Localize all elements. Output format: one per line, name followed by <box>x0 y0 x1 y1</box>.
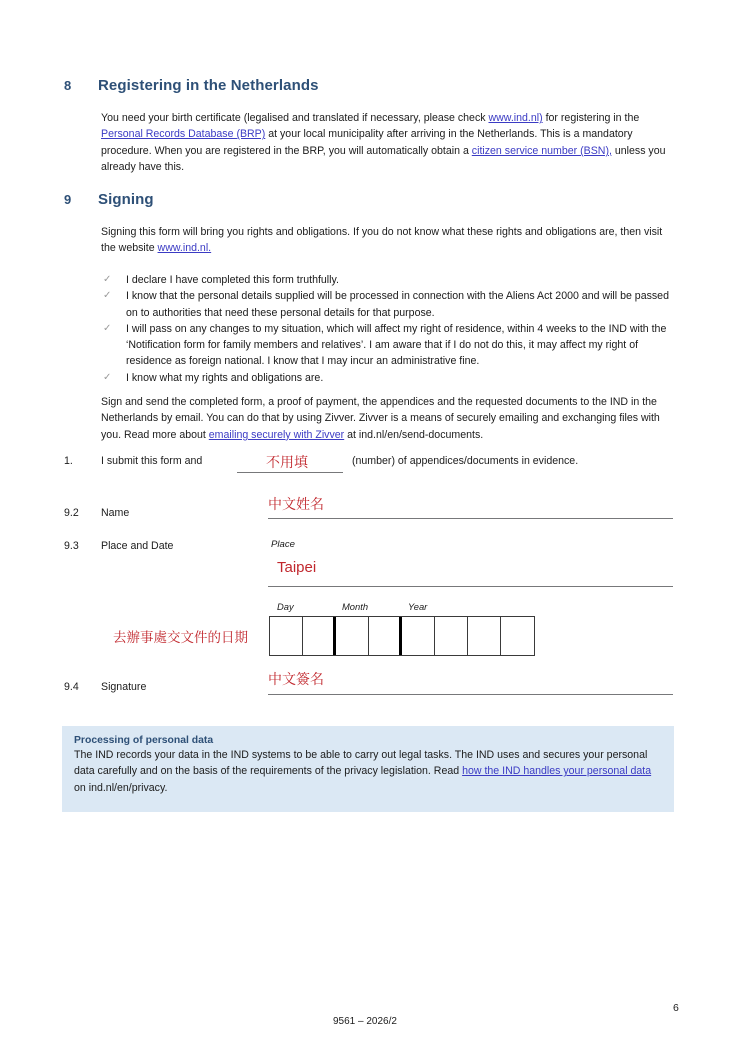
section-title-8: Registering in the Netherlands <box>98 77 319 94</box>
signature-field-annotation[interactable]: 中文簽名 <box>268 672 324 688</box>
date-header-day: Day <box>277 601 294 612</box>
check-icon: ✓ <box>103 274 112 285</box>
date-cell-year-1[interactable] <box>402 617 435 655</box>
name-row-label: Name <box>101 507 130 519</box>
checklist-text-4: I know what my rights and obligations are. <box>126 371 324 384</box>
page-number: 6 <box>673 1002 679 1014</box>
check-icon: ✓ <box>103 322 112 334</box>
place-field-rule <box>268 586 673 587</box>
link-how-ind-handles-data[interactable]: how the IND handles your personal data <box>462 765 652 778</box>
name-field-rule <box>268 518 673 519</box>
privacy-notice-title: Processing of personal data <box>74 735 214 746</box>
signing-intro-paragraph <box>101 224 673 257</box>
place-field-annotation[interactable]: Taipei <box>277 559 317 576</box>
section-heading-registering <box>64 77 319 94</box>
privacy-notice-box <box>62 726 674 812</box>
submit-row-label: I submit this form and <box>101 455 203 467</box>
registering-text-1: You need your birth certificate (legalised and translated if necessary, please check <box>101 112 489 124</box>
date-instruction-annotation: 去辦事處交文件的日期 <box>113 630 248 646</box>
row-number-9-3: 9.3 <box>64 540 79 552</box>
list-item <box>103 321 673 370</box>
date-cell-month-1[interactable] <box>336 617 369 655</box>
appendix-count-annotation[interactable]: 不用填 <box>266 455 308 471</box>
section-title-9: Signing <box>98 191 154 208</box>
checklist-text-2: I know that the personal details supplied will be processed in connection with the Aliens Act 2000 and will be passed on to authorities that need these personal details for that purpose. <box>126 290 669 319</box>
list-item <box>103 370 673 386</box>
registering-text-4: unless you already have this. <box>101 144 666 174</box>
signature-row-label: Signature <box>101 681 147 693</box>
send-text-2: at ind.nl/en/send-documents. <box>344 428 484 441</box>
date-cell-year-3[interactable] <box>468 617 501 655</box>
link-www-ind-nl-1[interactable]: www.ind.nl) <box>488 112 543 124</box>
footer-form-code: 9561 – 2026/2 <box>333 1016 397 1027</box>
date-header-month: Month <box>342 601 369 612</box>
date-header-year: Year <box>408 601 428 612</box>
date-cell-year-4[interactable] <box>501 617 534 655</box>
registering-text-2: for registering in the <box>542 112 640 124</box>
checklist-text-3: I will pass on any changes to my situation, which will affect my right of residence, within 4 weeks to the IND with the ‘Notification form for family members and relatives’. I am aware that if I do not do this, it may affect my right of residence as foreign national. I know that I may incur an administrative fine. <box>126 322 667 368</box>
place-date-row-label: Place and Date <box>101 540 174 552</box>
date-cell-day-2[interactable] <box>303 617 336 655</box>
registering-paragraph <box>101 110 673 176</box>
send-documents-paragraph <box>101 394 673 443</box>
link-emailing-securely-zivver[interactable]: emailing securely with Zivver <box>208 428 345 441</box>
date-cell-year-2[interactable] <box>435 617 468 655</box>
row-number-9-2: 9.2 <box>64 507 79 519</box>
date-cell-month-2[interactable] <box>369 617 402 655</box>
section-number-8: 8 <box>64 78 72 93</box>
declaration-checklist <box>103 272 673 386</box>
name-field-annotation[interactable]: 中文姓名 <box>268 497 324 513</box>
date-cell-day-1[interactable] <box>270 617 303 655</box>
privacy-notice-body <box>74 747 662 796</box>
section-number-9: 9 <box>64 192 72 207</box>
appendix-count-rule <box>237 472 343 473</box>
date-input-grid[interactable] <box>269 616 535 656</box>
signing-intro-text: Signing this form will bring you rights and obligations. If you do not know what these rights and obligations are, then visit the website <box>101 226 663 255</box>
place-hint-label: Place <box>271 539 295 550</box>
list-item <box>103 272 673 288</box>
registering-text-3: at your local municipality after arriving in the Netherlands. This is a mandatory procedure. When you are registered in the BRP, you will automatically obtain a <box>101 128 633 157</box>
row-number-9-4: 9.4 <box>64 681 79 693</box>
section-heading-signing <box>64 191 154 208</box>
check-icon: ✓ <box>103 290 112 302</box>
check-icon: ✓ <box>103 371 112 383</box>
privacy-text-2: on ind.nl/en/privacy. <box>74 781 168 794</box>
submit-row-suffix: (number) of appendices/documents in evidence. <box>352 455 579 467</box>
list-item <box>103 288 673 321</box>
checklist-text-1: I declare I have completed this form truthfully. <box>126 274 339 286</box>
link-citizen-service-number[interactable]: citizen service number (BSN), <box>471 144 612 157</box>
send-text-1: Sign and send the completed form, a proof of payment, the appendices and the requested documents to the IND in the Netherlands by email. You can do that by using Zivver. Zivver is a means of securely emailing and exchanging files with you. Read more about <box>101 396 660 441</box>
privacy-text-1: The IND records your data in the IND systems to be able to carry out legal tasks. The IND uses and secures your personal data carefully and on the basis of the requirements of the privacy legislation. Read <box>74 749 648 778</box>
signature-field-rule <box>268 694 673 695</box>
link-personal-records-database[interactable]: Personal Records Database (BRP) <box>101 128 266 141</box>
row-number-1: 1. <box>64 455 73 467</box>
link-www-ind-nl-2[interactable]: www.ind.nl. <box>157 242 212 255</box>
